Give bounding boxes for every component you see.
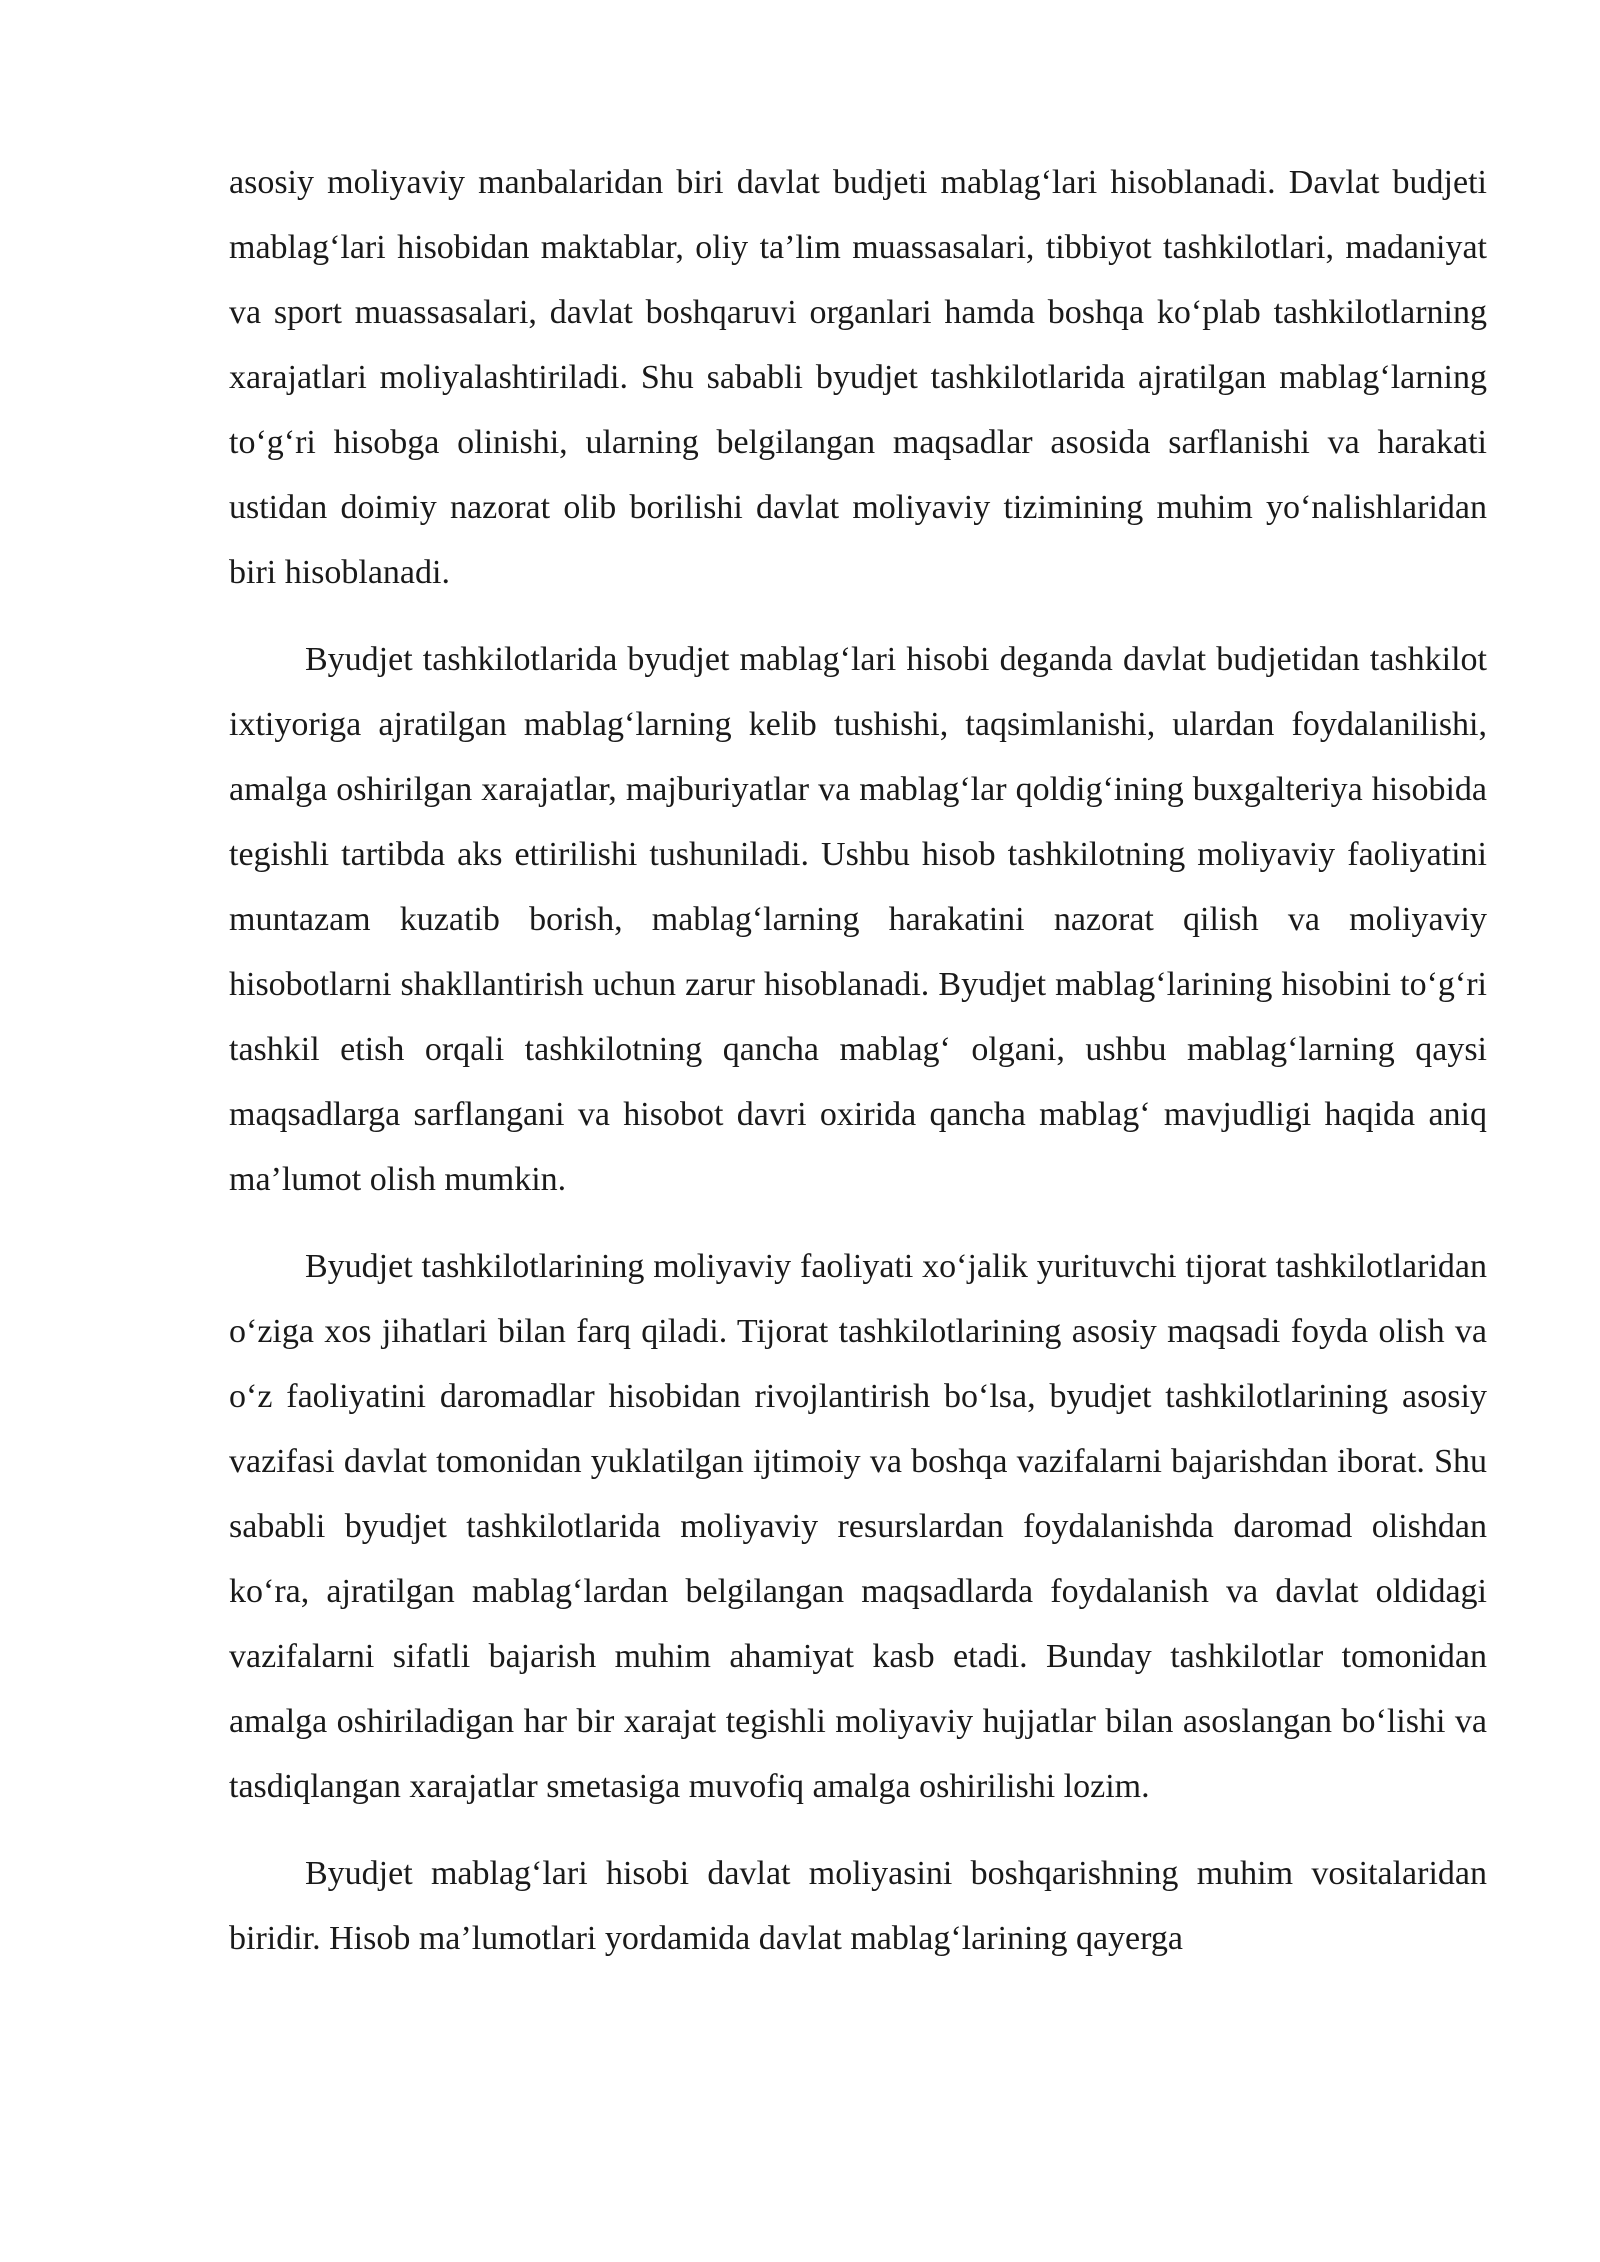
paragraph-3: Byudjet tashkilotlarining moliyaviy faoliyati xo‘jalik yurituvchi tijorat tashkilotlaridan o‘ziga xos jihatlari bilan farq qiladi. Tijorat tashkilotlarining asosiy maqsadi foyda olish va o‘z faoliyatini daromadlar hisobidan rivojlantirish bo‘lsa, byudjet tashkilotlarining asosiy vazifasi davlat tomonidan yuklatilgan ijtimoiy va boshqa vazifalarni bajarishdan iborat. Shu sababli byudjet tashkilotlarida moliyaviy resurslardan foydalanishda daromad olishdan ko‘ra, ajratilgan mablag‘lardan belgilangan maqsadlarda foydalanish va davlat oldidagi vazifalarni sifatli bajarish muhim ahamiyat kasb etadi. Bunday tashkilotlar tomonidan amalga oshiriladigan har bir xarajat tegishli moliyaviy hujjatlar bilan asoslangan bo‘lishi va tasdiqlangan xarajatlar smetasiga muvofiq amalga oshirilishi lozim. bbox=[229, 1248, 1487, 1805]
body-text bbox=[229, 150, 1487, 1993]
paragraph-4: Byudjet mablag‘lari hisobi davlat moliyasini boshqarishning muhim vositalaridan biridir. Hisob ma’lumotlari yordamida davlat mablag‘larining qayerga bbox=[229, 1855, 1487, 1957]
paragraph-2: Byudjet tashkilotlarida byudjet mablag‘lari hisobi deganda davlat budjetidan tashkilot ixtiyoriga ajratilgan mablag‘larning kelib tushishi, taqsimlanishi, ulardan foydalanilishi, amalga oshirilgan xarajatlar, majburiyatlar va mablag‘lar qoldig‘ining buxgalteriya hisobida tegishli tartibda aks ettirilishi tushuniladi. Ushbu hisob tashkilotning moliyaviy faoliyatini muntazam kuzatib borish, mablag‘larning harakatini nazorat qilish va moliyaviy hisobotlarni shakllantirish uchun zarur hisoblanadi. Byudjet mablag‘larining hisobini to‘g‘ri tashkil etish orqali tashkilotning qancha mablag‘ olgani, ushbu mablag‘larning qaysi maqsadlarga sarflangani va hisobot davri oxirida qancha mablag‘ mavjudligi haqida aniq ma’lumot olish mumkin. bbox=[229, 641, 1487, 1198]
paragraph-1: asosiy moliyaviy manbalaridan biri davlat budjeti mablag‘lari hisoblanadi. Davlat budjeti mablag‘lari hisobidan maktablar, oliy ta’lim muassasalari, tibbiyot tashkilotlari, madaniyat va sport muassasalari, davlat boshqaruvi organlari hamda boshqa ko‘plab tashkilotlarning xarajatlari moliyalashtiriladi. Shu sababli byudjet tashkilotlarida ajratilgan mablag‘larning to‘g‘ri hisobga olinishi, ularning belgilangan maqsadlar asosida sarflanishi va harakati ustidan doimiy nazorat olib borilishi davlat moliyaviy tizimining muhim yo‘nalishlaridan biri hisoblanadi. bbox=[229, 164, 1487, 591]
